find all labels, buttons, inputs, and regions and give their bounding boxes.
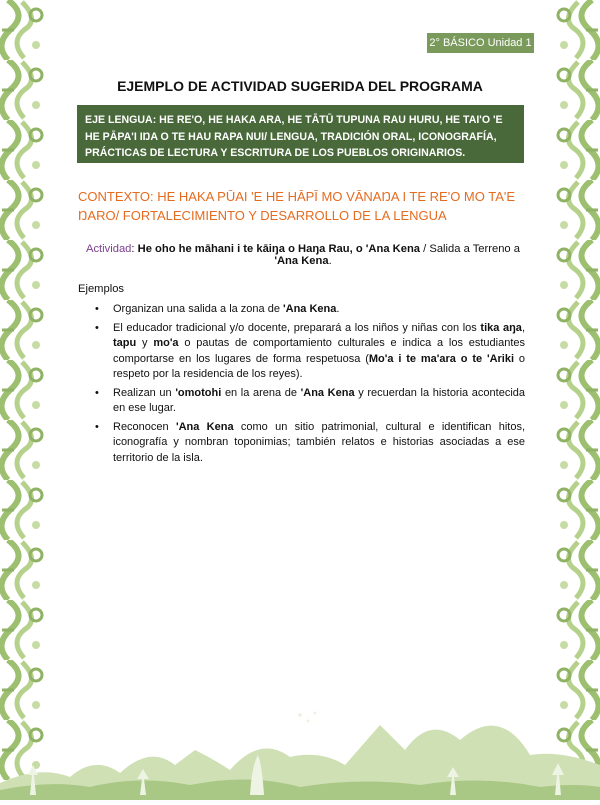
actividad-place: 'Ana Kena xyxy=(274,255,329,267)
example-text: Organizan una salida a la zona de xyxy=(113,303,284,315)
example-text: El educador tradicional y/o docente, preparará a los niños y niñas con los xyxy=(113,321,481,334)
example-bold: tapu xyxy=(113,337,137,349)
example-bold: Mo'a i te ma'ara o te 'Ariki xyxy=(368,352,515,365)
actividad-spanish: Salida a Terreno a xyxy=(429,243,520,255)
example-text: . xyxy=(336,303,340,315)
example-bold: tika aŋa xyxy=(480,321,522,334)
example-text: Reconocen xyxy=(113,420,176,433)
footer-landscape-illustration xyxy=(0,695,600,800)
example-bold: 'omotohi xyxy=(175,386,222,399)
left-decorative-border xyxy=(0,0,50,800)
page-title: EJEMPLO DE ACTIVIDAD SUGERIDA DEL PROGRAMA xyxy=(117,78,483,94)
bullet-icon: • xyxy=(95,420,99,433)
list-item xyxy=(95,302,525,318)
actividad-label: Actividad xyxy=(86,243,132,255)
eje-banner: EJE LENGUA: HE RE'O, HE HAKA ARA, HE TĀTŪ TUPUNA RAU HURU, HE TAI'O 'E HE PĀPA'I IŊA O TE HAU RAPA NUI/ LENGUA, TRADICIÓN ORAL, ICONOGRAFÍA, PRÁCTICAS DE LECTURA Y ESCRITURA DE LOS PUEBLOS ORIGINARIOS. xyxy=(77,105,524,163)
example-bold: 'Ana Kena xyxy=(300,386,355,399)
example-text: y xyxy=(136,337,154,349)
examples-list xyxy=(95,302,525,469)
actividad-line xyxy=(78,243,528,267)
actividad-slash: / xyxy=(420,243,430,255)
contexto-heading: CONTEXTO: HE HAKA PŪAI 'E HE HĀPĪ MO VĀNAŊA I TE RE'O MO TA'E ŊARO/ FORTALECIMIENTO Y DESARROLLO DE LA LENGUA xyxy=(78,189,516,223)
example-text: y recuerdan la historia acontecida en ese lugar. xyxy=(113,386,525,414)
example-text: como un sitio patrimonial, cultural e identifican hitos, iconografía y nombran toponimias; también relatos e historias asociadas a ese territorio de la isla. xyxy=(113,420,525,464)
example-text: en la arena de xyxy=(221,386,301,399)
actividad-end: . xyxy=(328,255,332,267)
actividad-separator: : xyxy=(131,243,138,255)
bullet-icon: • xyxy=(95,386,99,399)
example-text: o respeto por la residencia de los reyes). xyxy=(113,352,525,380)
right-decorative-border xyxy=(550,0,600,800)
actividad-rapanui: He oho he māhani i te kāiŋa o Haŋa Rau, o 'Ana Kena xyxy=(137,243,421,255)
bullet-icon: • xyxy=(95,303,99,315)
example-bold: mo'a xyxy=(153,337,179,349)
example-bold: 'Ana Kena xyxy=(175,420,234,433)
ejemplos-label: Ejemplos xyxy=(78,283,125,295)
list-item xyxy=(95,321,525,383)
example-bold: 'Ana Kena xyxy=(283,303,337,315)
bullet-icon: • xyxy=(95,321,99,334)
example-text: , xyxy=(521,321,525,334)
list-item xyxy=(95,386,525,417)
example-text: Realizan un xyxy=(113,386,176,399)
list-item xyxy=(95,420,525,467)
grade-unit-badge: 2° BÁSICO Unidad 1 xyxy=(427,33,534,53)
example-text: o pautas de comportamiento culturales e indica a los estudiantes comportarse en los lugares de forma respetuosa ( xyxy=(113,337,525,365)
